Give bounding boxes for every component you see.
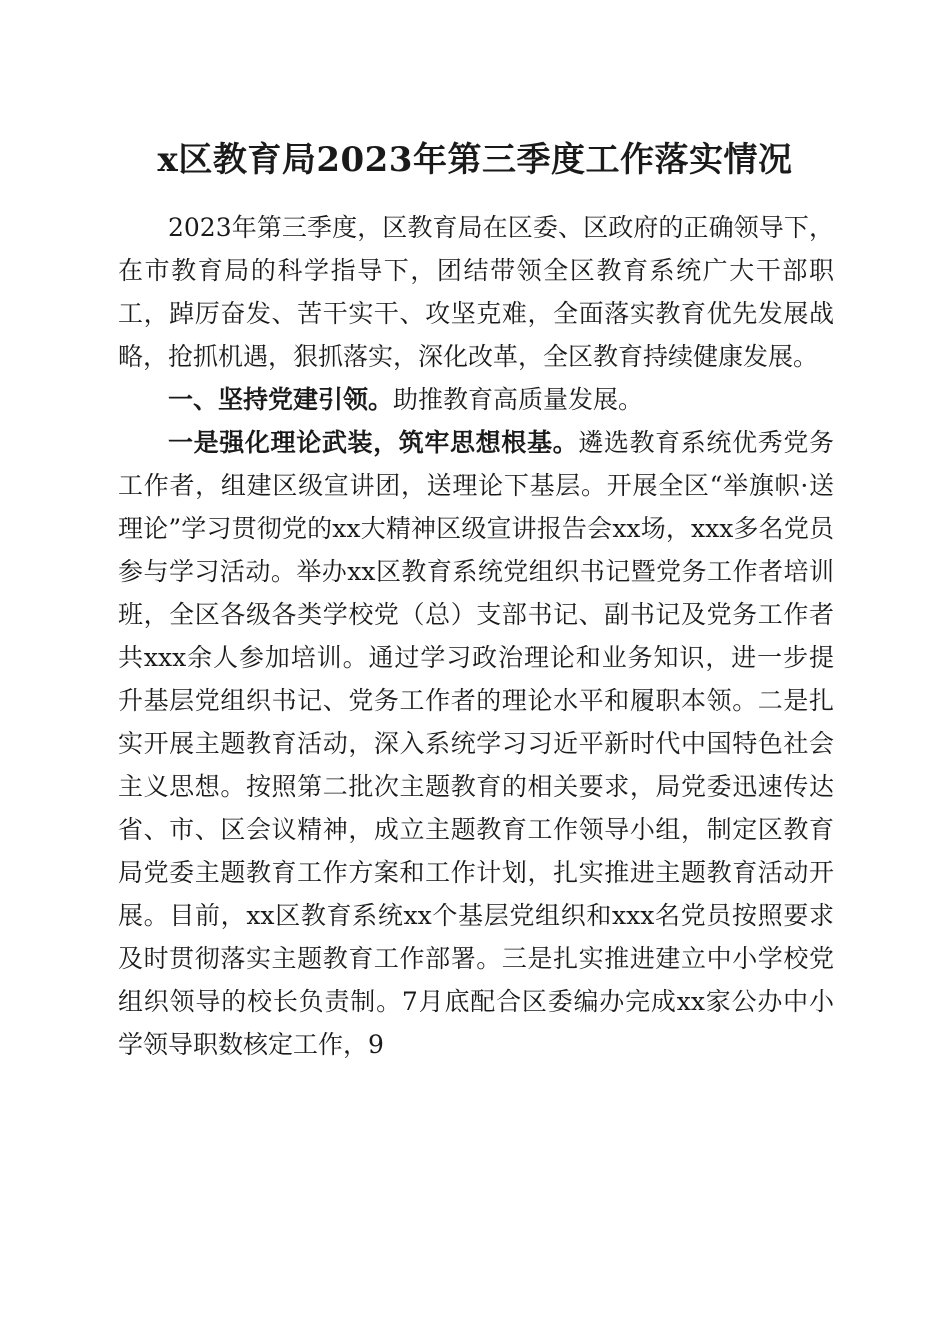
- section-heading-paragraph: [118, 378, 834, 421]
- document-body: [118, 206, 834, 1066]
- intro-paragraph: 2023年第三季度，区教育局在区委、区政府的正确领导下，在市教育局的科学指导下，团结带领全区教育系统广大干部职工，踔厉奋发、苦干实干、攻坚克难，全面落实教育优先发展战略，抢抓机遇，狠抓落实，深化改革，全区教育持续健康发展。: [118, 213, 834, 371]
- paragraph-text: 遴选教育系统优秀党务工作者，组建区级宣讲团，送理论下基层。开展全区“举旗帜·送理论”学习贯彻党的xx大精神区级宣讲报告会xx场，xxx多名党员参与学习活动。举办xx区教育系统党组织书记暨党务工作者培训班，全区各级各类学校党（总）支部书记、副书记及党务工作者共xxx余人参加培训。通过学习政治理论和业务知识，进一步提升基层党组织书记、党务工作者的理论水平和履职本领。二是扎实开展主题教育活动，深入系统学习习近平新时代中国特色社会主义思想。按照第二批次主题教育的相关要求，局党委迅速传达省、市、区会议精神，成立主题教育工作领导小组，制定区教育局党委主题教育工作方案和工作计划，扎实推进主题教育活动开展。目前，xx区教育系统xx个基层党组织和xxx名党员按照要求及时贯彻落实主题教育工作部署。三是扎实推进建立中小学校党组织领导的校长负责制。7月底配合区委编办完成xx家公办中小学领导职数核定工作，9: [118, 428, 834, 1059]
- paragraph-lead: 一是强化理论武装，筑牢思想根基。: [168, 428, 579, 457]
- document-title: x区教育局2023年第三季度工作落实情况: [157, 140, 793, 180]
- section-heading: 一、坚持党建引领。: [168, 385, 394, 414]
- party-building-paragraph: [118, 421, 834, 1066]
- section-heading-rest: 助推教育高质量发展。: [393, 385, 644, 414]
